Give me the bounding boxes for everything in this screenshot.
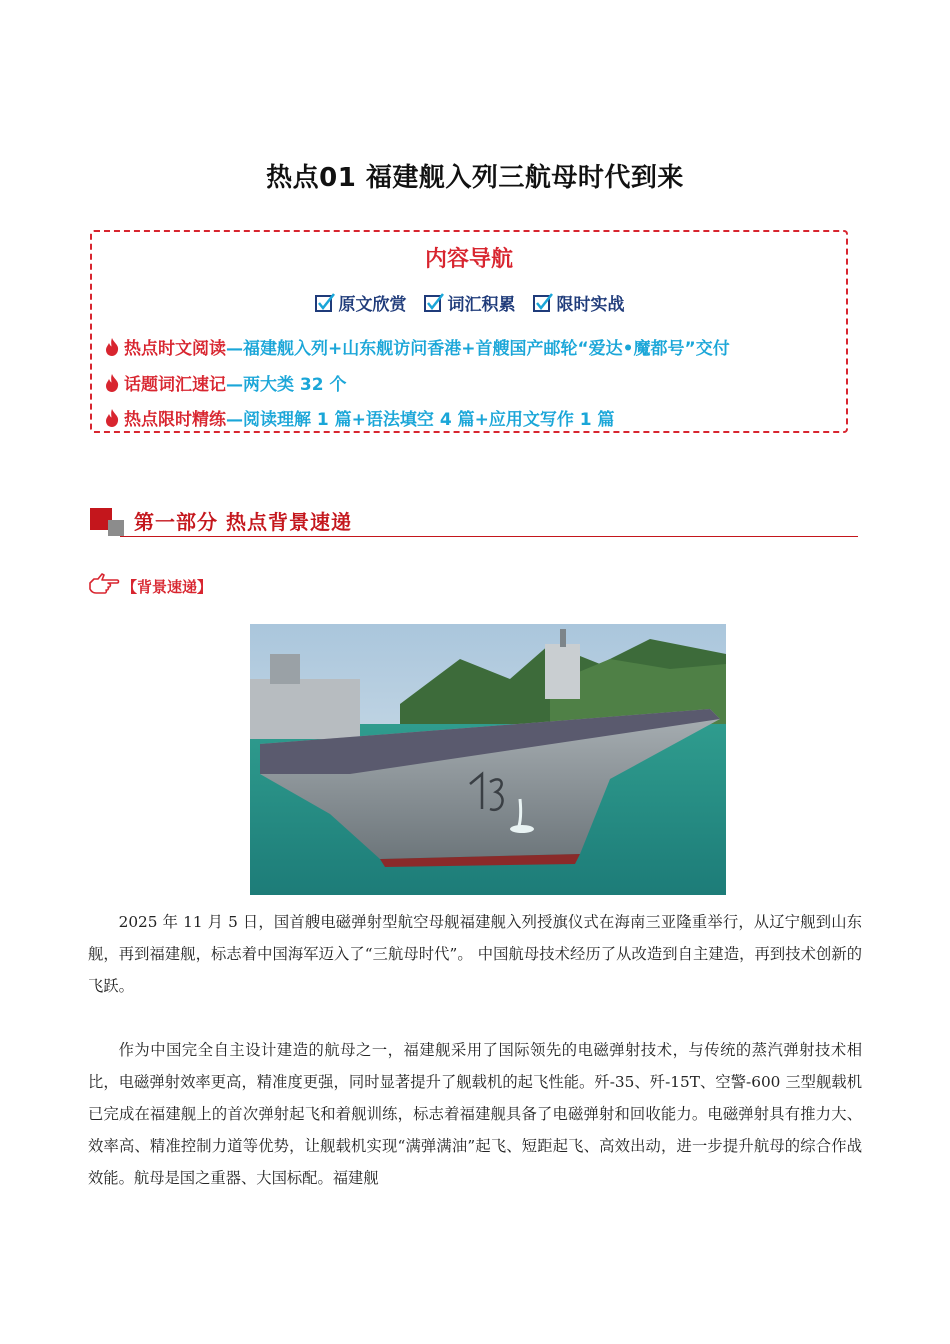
section-marker-grey (108, 520, 124, 536)
nav-heading: 内容导航 (424, 247, 513, 272)
pointing-hand-icon (88, 569, 120, 595)
section-divider (120, 536, 858, 537)
aircraft-carrier-photo (250, 624, 726, 895)
page-title: 热点01 福建舰入列三航母时代到来 (266, 163, 684, 193)
nav-line-detail: —两大类 32 个 (226, 375, 347, 395)
paragraph-2: 作为中国完全自主设计建造的航母之一，福建舰采用了国际领先的电磁弹射技术，与传统的蒸汽弹射技术相比，电磁弹射效率更高，精准度更强，同时显著提升了舰载机的起飞性能。歼-35、歼-15T、空警-600 三型舰载机已完成在福建舰上的首次弹射起飞和着舰训练，标志着福建舰具备了电磁弹射和回收能力。电磁弹射具有推力大、效率高、精准控制力道等优势，让舰载机实现“满弹满油”起飞、短距起飞、高效出动，进一步提升航母的综合作战效能。航母是国之重器、大国标配。福建舰 (88, 1041, 862, 1187)
tab-original-text[interactable] (314, 290, 407, 315)
background-label (88, 566, 212, 597)
background-label-text: 【背景速递】 (122, 578, 213, 596)
nav-line-detail: —福建舰入列+山东舰访问香港+首艘国产邮轮“爱达•魔都号”交付 (226, 339, 730, 359)
checkbox-icon (314, 292, 336, 314)
checkbox-icon (532, 292, 554, 314)
nav-tabs (92, 290, 846, 315)
nav-line-label: 热点时文阅读 (124, 339, 226, 359)
section-header (90, 504, 858, 538)
tab-label: 词汇积累 (447, 295, 516, 315)
tab-vocabulary[interactable] (423, 290, 516, 315)
tab-label: 原文欣赏 (338, 295, 407, 315)
tab-label: 限时实战 (556, 295, 625, 315)
nav-line-label: 话题词汇速记 (124, 375, 226, 395)
nav-line-vocabulary[interactable] (104, 370, 347, 395)
nav-line-practice[interactable] (104, 405, 614, 430)
tab-timed-practice[interactable] (532, 290, 625, 315)
fire-icon (104, 408, 120, 428)
fire-icon (104, 337, 120, 357)
nav-line-hot-reading[interactable] (104, 334, 730, 359)
checkbox-icon (423, 292, 445, 314)
nav-line-detail: —阅读理解 1 篇+语法填空 4 篇+应用文写作 1 篇 (226, 410, 615, 430)
fire-icon (104, 373, 120, 393)
content-navigation-box (90, 230, 848, 433)
section-title: 第一部分 热点背景速递 (134, 510, 352, 534)
paragraph-1: 2025 年 11 月 5 日，国首艘电磁弹射型航空母舰福建舰入列授旗仪式在海南三亚隆重举行，从辽宁舰到山东舰，再到福建舰，标志着中国海军迈入了“三航母时代”。 中国航母技术经历了从改造到自主建造，再到技术创新的飞跃。 (88, 913, 862, 995)
nav-line-label: 热点限时精练 (124, 410, 226, 430)
